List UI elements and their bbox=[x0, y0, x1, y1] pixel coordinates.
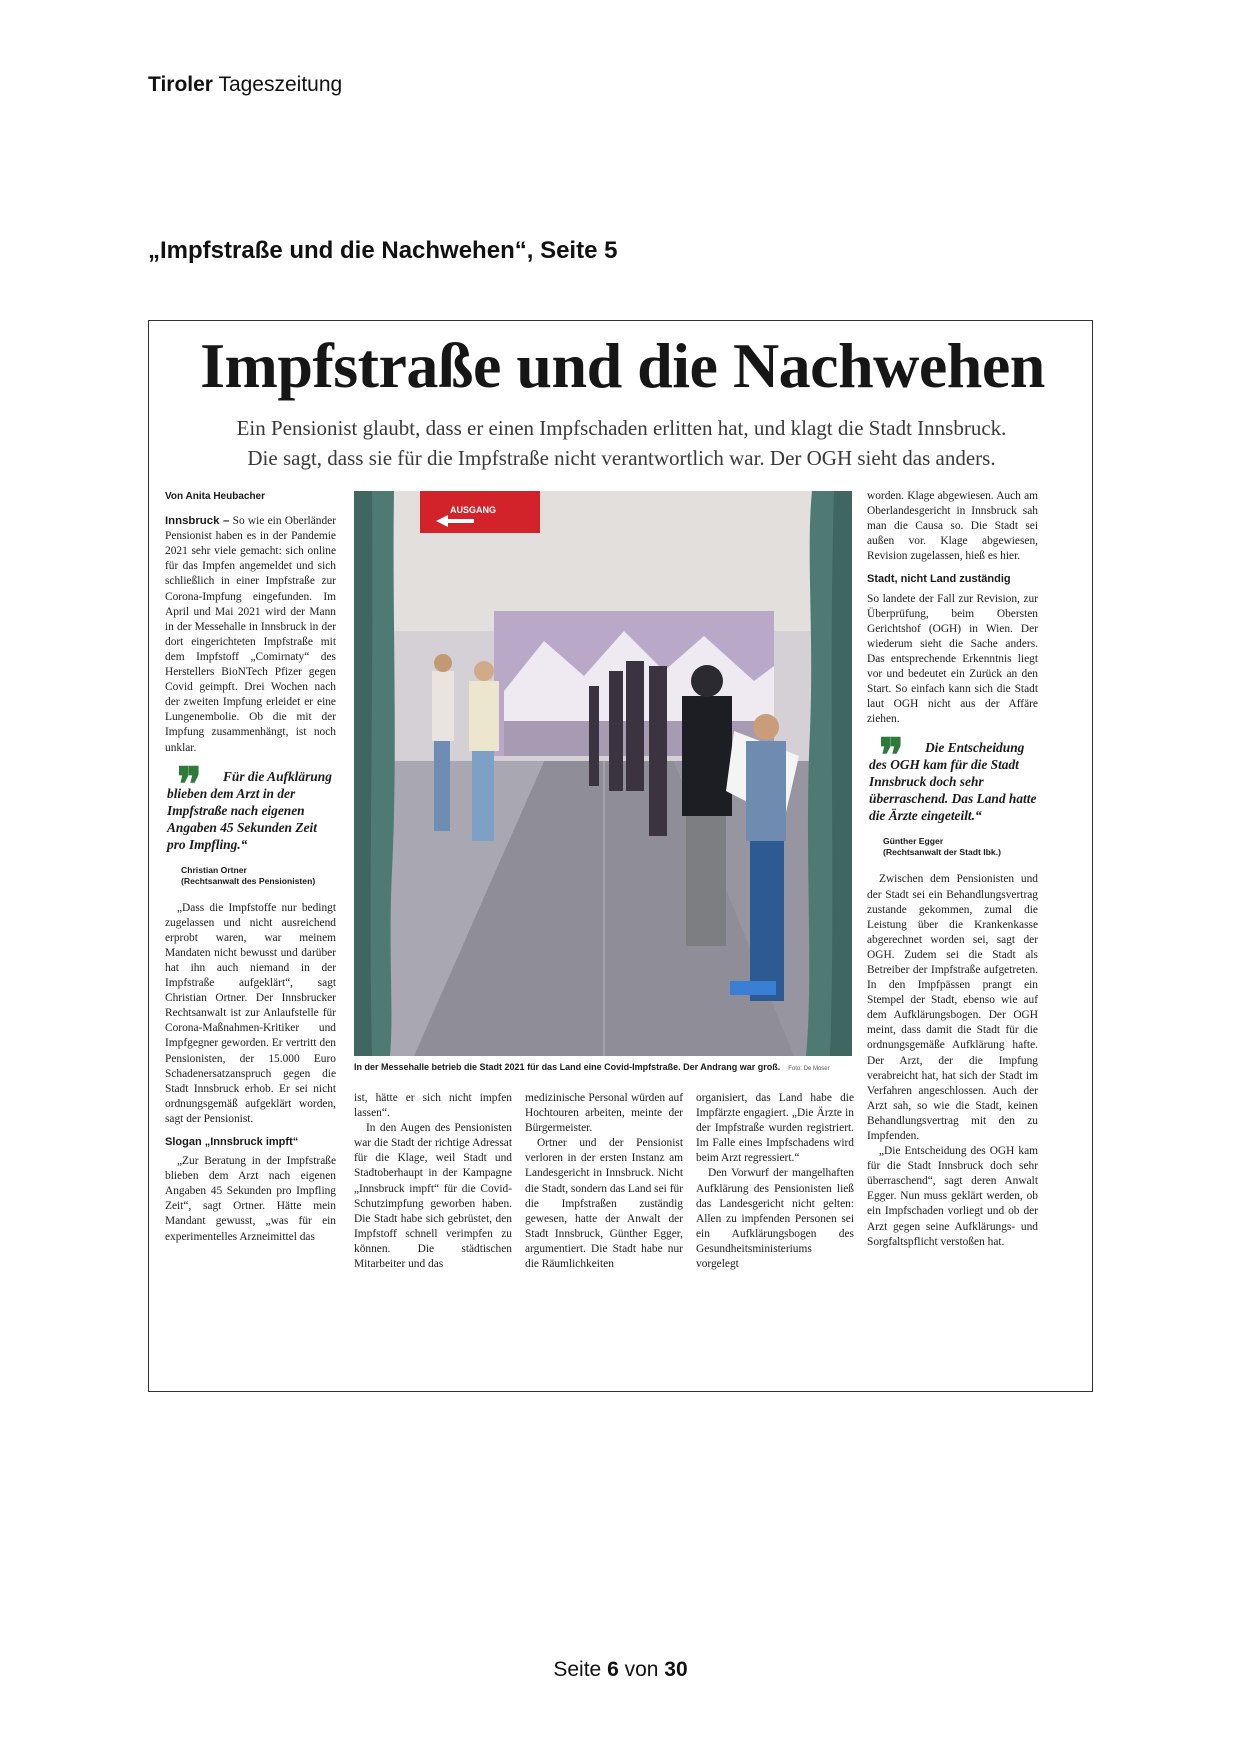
column-1-paragraph-2: „Dass die Impfstoffe nur bedingt zugelassen und nicht ausreichend erprobt waren, war meinem Mandaten nicht bewusst und darüber hat ihn auch niemand in der Impfstraße aufgeklärt“, sagt Christian Ortner. Der Innsbrucker Rechtsanwalt ist zur Anlaufstelle für Corona-Maßnahmen-Kritiker und Impfgegner geworden. Er vertritt den Pensionisten, der 15.000 Euro Schadenersatzanspruch gegen die Stadt Innsbruck erhob. Er sei nicht ordnungsgemäß aufgeklärt worden, sagt der Pensionist. bbox=[165, 901, 336, 1125]
photo-caption-text: In der Messehalle betrieb die Stadt 2021 für das Land eine Covid-Impfstraße. Der Andrang war groß. bbox=[354, 1062, 781, 1072]
column-2-paragraph-1: ist, hätte er sich nicht impfen lassen“. bbox=[354, 1092, 512, 1120]
pull-quote-egger bbox=[867, 730, 1038, 858]
column-1-text-1: So wie ein Oberländer Pensionist haben es in der Pandemie 2021 sehr viele gemacht: sich online für das Impfen angemeldet und sich schließlich in einer Impfstraße zur Corona-Impfung eingefunden. Im April und Mai 2021 wird der Mann in der Messehalle in Innsbruck in der dort eingerichteten Impfstraße mit dem Impfstoff „Comirnaty“ des Herstellers BioNTech Pfizer gegen Covid geimpft. Drei Wochen nach der zweiten Impfung erleidet er eine Lungenembolie. Ob die mit der Impfung zusammenhängt, ist noch unklar. bbox=[165, 515, 336, 754]
pull-quote-author-name: Günther Egger bbox=[883, 836, 944, 847]
article-column-5 bbox=[867, 489, 1038, 1250]
column-4-paragraph-2: Den Vorwurf der mangelhaften Aufklärung des Pensionisten ließ das Landesgericht nicht gelten: Allen zu impfenden Personen sei ein Aufklärungsbogen des Gesundheitsministeriums vorgelegt bbox=[696, 1167, 854, 1271]
brand-rest: Tageszeitung bbox=[218, 73, 343, 96]
column-5-paragraph-3: Zwischen dem Pensionisten und der Stadt sei ein Behandlungsvertrag zustande gekommen, zumal die Leistung über die Krankenkasse abgerechnet worden sei, sagt der OGH. Zudem sei die Stadt als Betreiber der Impfstraße aufgetreten. In den Impfpässen prangt ein Stempel der Stadt, ebenso wie auf dem Aufklärungsbogen. Der OGH meint, dass damit die Stadt für die ordnungsgemäße Aufklärung hafte. Der Arzt, der die Impfung verabreicht hat, hat sich der Stadt im Verfahren angeschlossen. Auch der Arzt sah, so wie die Stadt, keinen Behandlungsvertrag mit den zu Impfenden. bbox=[867, 873, 1038, 1142]
exit-sign-text: AUSGANG bbox=[450, 505, 497, 515]
column-5-paragraph-4: „Die Entscheidung des OGH kam für die Stadt Innsbruck doch sehr überraschend“, sagt deren Anwalt Egger. Nun muss geklärt werden, ob ein Impfschaden vorliegt und ob der Arzt gegen seine Aufklärungs- und Sorgfaltspflicht verstoßen hat. bbox=[867, 1145, 1038, 1248]
article-reference-title: „Impfstraße und die Nachwehen“, Seite 5 bbox=[148, 237, 618, 264]
newspaper-clipping bbox=[148, 320, 1093, 1392]
pull-quote-author-name: Christian Ortner bbox=[181, 864, 247, 875]
footer-prefix: Seite bbox=[553, 1658, 602, 1681]
article-subline-1: Ein Pensionist glaubt, dass er einen Impfschaden erlitten hat, und klagt die Stadt Innsbruck. bbox=[236, 416, 1007, 440]
subhead-stadt-zustaendig: Stadt, nicht Land zuständig bbox=[867, 573, 1011, 586]
pull-quote-author bbox=[867, 836, 1038, 858]
article-photo bbox=[354, 491, 852, 1056]
article-column-4 bbox=[696, 1091, 854, 1272]
article-column-3 bbox=[525, 1091, 683, 1272]
pull-quote-text: Für die Aufklärung blieben dem Arzt in der Impfstraße nach eigenen Angaben 45 Sekunden Zeit pro Impfling.“ bbox=[167, 768, 332, 852]
column-1-paragraph-3: „Zur Beratung in der Impfstraße blieben dem Arzt nach eigenen Angaben 45 Sekunden pro Impfling Zeit“, sagt Ortner. Hätte mein Mandant gewusst, „was für ein experimentelles Arzneimittel das bbox=[165, 1155, 336, 1243]
page-footer bbox=[0, 1658, 1241, 1682]
column-4-paragraph-1: organisiert, das Land habe die Impfärzte engagiert. „Die Ärzte in der Impfstraße wurden registriert. Im Falle eines Impfschadens wird beim Arzt regressiert.“ bbox=[696, 1092, 854, 1165]
column-2-paragraph-2: In den Augen des Pensionisten war die Stadt der richtige Adressat für die Klage, weil Stadt und Stadtoberhaupt in der Kampagne „Innsbruck impft“ für die Covid-Schutzimpfung geworben haben. Die Stadt habe sich gebrüstet, den Impfstoff schnell verimpfen zu können. Die städtischen Mitarbeiter und das bbox=[354, 1122, 512, 1271]
dateline: Innsbruck – bbox=[165, 515, 230, 528]
column-3-paragraph-1: medizinische Personal würden auf Hochtouren arbeiten, meinte der Bürgermeister. bbox=[525, 1092, 683, 1135]
column-3-paragraph-2: Ortner und der Pensionist verloren in der ersten Instanz am Landesgericht in Innsbruck. Nicht die Stadt, sondern das Land sei für die Impfstraßen zuständig gewesen, hatte der Anwalt der Stadt Innsbruck, Günther Egger, argumentiert. Die Stadt habe nur die Räumlichkeiten bbox=[525, 1137, 683, 1271]
photo-caption bbox=[354, 1062, 852, 1072]
footer-middle: von bbox=[624, 1658, 659, 1681]
pull-quote-ortner bbox=[165, 758, 336, 887]
subhead-slogan: Slogan „Innsbruck impft“ bbox=[165, 1136, 299, 1148]
article-column-1 bbox=[165, 489, 336, 1245]
column-5-paragraph-1: worden. Klage abgewiesen. Auch am Oberlandesgericht in Innsbruck sah man die Causa so. Die Stadt sei außen vor. Klage abgewiesen, Revision zugelassen, hieß es hier. bbox=[867, 490, 1038, 563]
article-headline: Impfstraße und die Nachwehen bbox=[200, 330, 1045, 401]
pull-quote-text: Die Entscheidung des OGH kam für die Stadt Innsbruck doch sehr überraschend. Das Land hatte die Ärzte eingeteilt.“ bbox=[869, 740, 1037, 824]
column-1-paragraph-1 bbox=[165, 514, 336, 756]
footer-current-page: 6 bbox=[607, 1658, 619, 1681]
article-column-2 bbox=[354, 1091, 512, 1272]
vaccination-hall-illustration bbox=[354, 491, 852, 1056]
pull-quote-author-role: (Rechtsanwalt des Pensionisten) bbox=[181, 875, 316, 886]
quote-mark-icon: ❞ bbox=[177, 758, 202, 810]
column-5-paragraph-2: So landete der Fall zur Revision, zur Überprüfung, beim Obersten Gerichtshof (OGH) in Wien. Der wiederum sieht die Sache anders. Das entsprechende Erkenntnis liegt vor und bedeutet ein Zurück an den Start. So einfach kann sich die Stadt laut OGH nicht aus der Affäre ziehen. bbox=[867, 592, 1038, 726]
byline: Von Anita Heubacher bbox=[165, 491, 266, 502]
pull-quote-author-role: (Rechtsanwalt der Stadt Ibk.) bbox=[883, 847, 1001, 858]
article-subline-2: Die sagt, dass sie für die Impfstraße nicht verantwortlich war. Der OGH sieht das anders. bbox=[247, 446, 996, 470]
newspaper-brand bbox=[148, 73, 342, 97]
pull-quote-author bbox=[165, 865, 336, 887]
photo-credit: Foto: De Moser bbox=[788, 1066, 830, 1072]
brand-bold: Tiroler bbox=[148, 73, 213, 96]
footer-total-pages: 30 bbox=[664, 1658, 688, 1681]
quote-mark-icon: ❞ bbox=[879, 730, 904, 782]
